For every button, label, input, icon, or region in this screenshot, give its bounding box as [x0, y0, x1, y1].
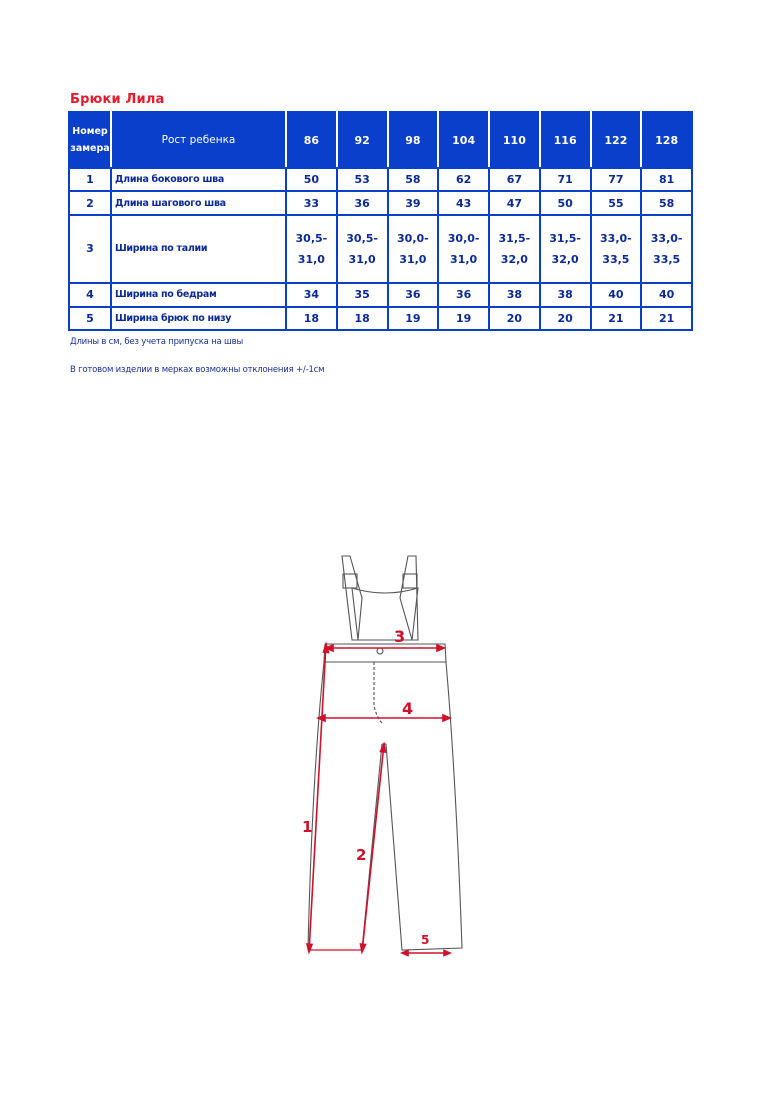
note-units: Длины в см, без учета припуска на швы [70, 337, 243, 347]
value-cell: 77 [591, 168, 642, 191]
value-cell: 58 [388, 168, 439, 191]
button [377, 648, 383, 654]
value-cell: 21 [591, 307, 642, 330]
value-cell: 33,0- 33,5 [641, 215, 692, 284]
table-row [69, 168, 692, 191]
value-cell: 35 [337, 283, 388, 306]
left-leg [308, 662, 382, 950]
value-cell: 40 [641, 283, 692, 306]
value-cell: 30,0- 31,0 [388, 215, 439, 284]
table-header-row [69, 112, 692, 168]
right-leg [386, 662, 462, 950]
value-cell: 62 [438, 168, 489, 191]
table-row [69, 191, 692, 214]
value-cell: 20 [489, 307, 540, 330]
value-cell: 53 [337, 168, 388, 191]
value-cell: 18 [286, 307, 337, 330]
row-number: 2 [69, 191, 111, 214]
table-row [69, 307, 692, 330]
measure-name: Длина шагового шва [111, 191, 286, 214]
value-cell: 20 [540, 307, 591, 330]
value-cell: 38 [540, 283, 591, 306]
value-cell: 50 [540, 191, 591, 214]
measure-name: Длина бокового шва [111, 168, 286, 191]
value-cell: 67 [489, 168, 540, 191]
value-cell: 55 [591, 191, 642, 214]
fly [374, 662, 382, 723]
trousers-outline [308, 556, 462, 950]
product-title: Брюки Лила [70, 92, 165, 107]
header-size: 86 [286, 112, 337, 168]
value-cell: 58 [641, 191, 692, 214]
value-cell: 31,5- 32,0 [540, 215, 591, 284]
value-cell: 30,5- 31,0 [286, 215, 337, 284]
header-size: 104 [438, 112, 489, 168]
value-cell: 19 [438, 307, 489, 330]
value-cell: 38 [489, 283, 540, 306]
note-tolerance: В готовом изделии в мерках возможны отклонения +/-1см [70, 365, 325, 375]
label-4: 4 [402, 699, 414, 718]
measure-name: Ширина по талии [111, 215, 286, 284]
value-cell: 71 [540, 168, 591, 191]
value-cell: 34 [286, 283, 337, 306]
value-cell: 36 [388, 283, 439, 306]
header-size: 110 [489, 112, 540, 168]
value-cell: 39 [388, 191, 439, 214]
value-cell: 47 [489, 191, 540, 214]
header-growth-cell: Рост ребенка [111, 112, 286, 168]
left-strap [342, 556, 362, 640]
value-cell: 33,0- 33,5 [591, 215, 642, 284]
value-cell: 30,5- 31,0 [337, 215, 388, 284]
label-3: 3 [394, 627, 406, 646]
value-cell: 19 [388, 307, 439, 330]
row-number: 3 [69, 215, 111, 284]
value-cell: 33 [286, 191, 337, 214]
label-5: 5 [421, 933, 430, 947]
value-cell: 43 [438, 191, 489, 214]
value-cell: 40 [591, 283, 642, 306]
right-buckle [403, 574, 417, 588]
waistband [324, 644, 446, 662]
row-number: 5 [69, 307, 111, 330]
table-row [69, 283, 692, 306]
header-size: 98 [388, 112, 439, 168]
size-table [68, 111, 693, 331]
trousers-diagram [290, 548, 480, 968]
header-size: 92 [337, 112, 388, 168]
header-size: 116 [540, 112, 591, 168]
measure-name: Ширина по бедрам [111, 283, 286, 306]
row-number: 4 [69, 283, 111, 306]
value-cell: 30,0- 31,0 [438, 215, 489, 284]
header-number-line1: Номер [72, 126, 108, 138]
table-row [69, 215, 692, 284]
measure-lines [307, 644, 450, 956]
value-cell: 31,5- 32,0 [489, 215, 540, 284]
value-cell: 21 [641, 307, 692, 330]
measure-line-1 [309, 644, 326, 952]
value-cell: 36 [337, 191, 388, 214]
header-size: 122 [591, 112, 642, 168]
label-2: 2 [356, 846, 367, 864]
value-cell: 36 [438, 283, 489, 306]
value-cell: 18 [337, 307, 388, 330]
header-size: 128 [641, 112, 692, 168]
row-number: 1 [69, 168, 111, 191]
value-cell: 81 [641, 168, 692, 191]
value-cell: 50 [286, 168, 337, 191]
header-number-line2: замера [70, 143, 110, 155]
measure-name: Ширина брюк по низу [111, 307, 286, 330]
label-1: 1 [302, 818, 313, 836]
header-number-cell [69, 112, 111, 168]
